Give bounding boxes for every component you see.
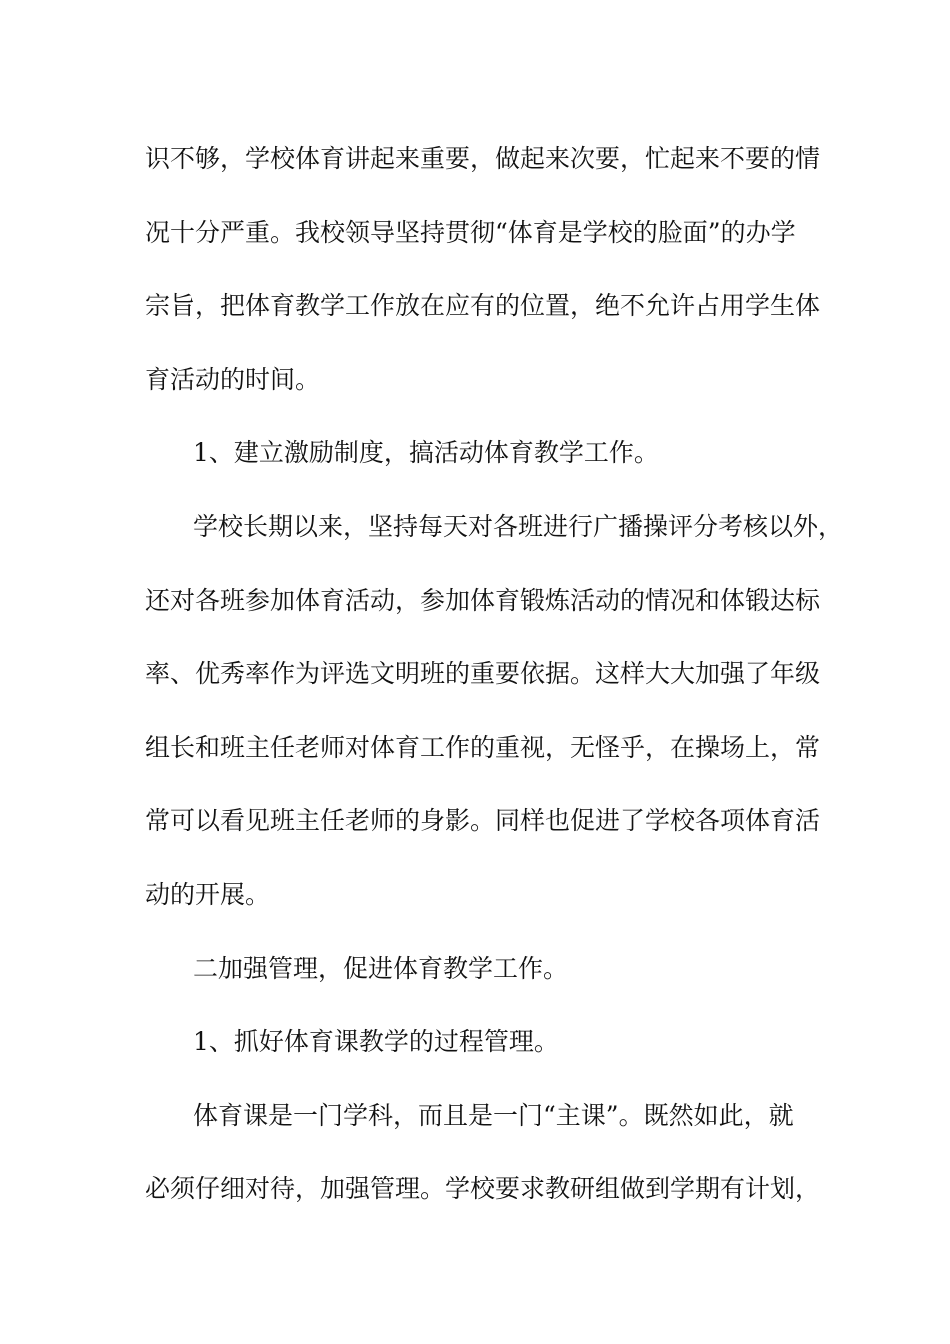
section-heading: 二加强管理，促进体育教学工作。 (193, 953, 569, 983)
text-line: 宗旨，把体育教学工作放在应有的位置，绝不允许占用学生体 (145, 291, 821, 321)
text-line: 体育课是一门学科，而且是一门“主课”。既然如此，就 (193, 1100, 794, 1130)
text-line: 常可以看见班主任老师的身影。同样也促进了学校各项体育活 (145, 806, 821, 836)
text-line: 况十分严重。我校领导坚持贯彻“体育是学校的脸面”的办学 (145, 217, 796, 247)
text-line: 组长和班主任老师对体育工作的重视，无怪乎，在操场上，常 (145, 732, 821, 762)
document-body (145, 122, 844, 1226)
text-line: 还对各班参加体育活动，参加体育锻炼活动的情况和体锻达标 (145, 585, 821, 615)
text-line: 育活动的时间。 (145, 364, 321, 394)
text-line: 识不够，学校体育讲起来重要，做起来次要，忙起来不要的情 (145, 144, 821, 173)
text-line: 动的开展。 (145, 879, 271, 909)
text-line: 必须仔细对待，加强管理。学校要求教研组做到学期有计划， (145, 1174, 821, 1204)
text-line: 率、优秀率作为评选文明班的重要依据。这样大大加强了年级 (145, 659, 821, 689)
section-heading: 1、建立激励制度，搞活动体育教学工作。 (193, 438, 659, 468)
text-line: 学校长期以来，坚持每天对各班进行广播操评分考核以外， (193, 511, 844, 541)
section-heading: 1、抓好体育课教学的过程管理。 (193, 1027, 559, 1057)
